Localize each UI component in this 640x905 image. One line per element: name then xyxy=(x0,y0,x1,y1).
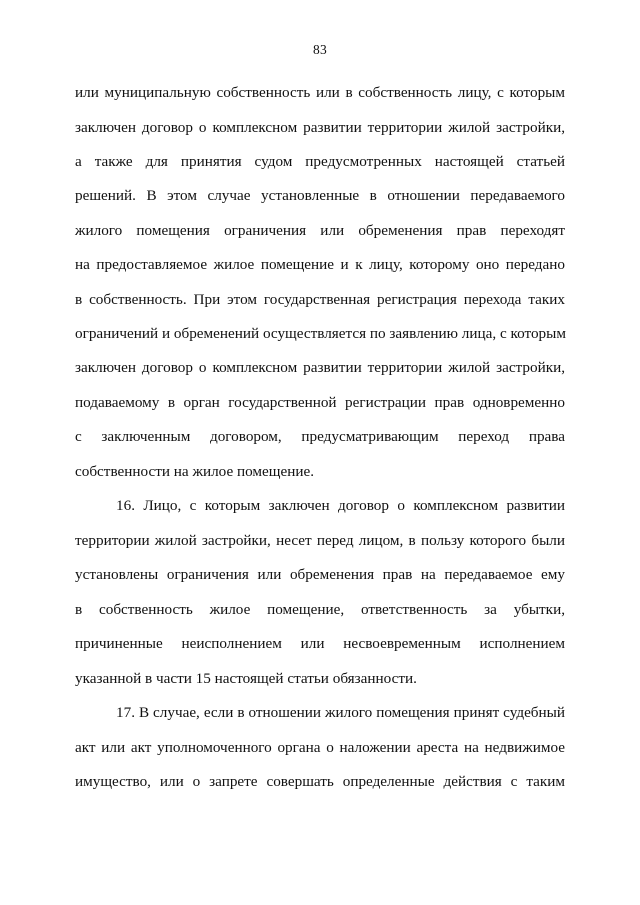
text-line: на предоставляемое жилое помещение и к лицу, которому оно передано xyxy=(75,256,565,273)
text-line: решений. В этом случае установленные в отношении передаваемого xyxy=(75,187,565,204)
text-line: заключен договор о комплексном развитии территории жилой застройки, xyxy=(75,119,565,136)
paragraph-first-line: 16. Лицо, с которым заключен договор о комплексном развитии xyxy=(116,497,565,514)
text-line: установлены ограничения или обременения прав на передаваемое ему xyxy=(75,566,565,583)
text-line: заключен договор о комплексном развитии территории жилой застройки, xyxy=(75,359,565,376)
paragraph-last-line: собственности на жилое помещение. xyxy=(75,463,314,480)
text-line: имущество, или о запрете совершать определенные действия с таким xyxy=(75,773,565,790)
text-line: территории жилой застройки, несет перед лицом, в пользу которого были xyxy=(75,532,565,549)
page-number: 83 xyxy=(312,42,328,57)
text-line: подаваемому в орган государственной регистрации прав одновременно xyxy=(75,394,565,411)
text-line: жилого помещения ограничения или обременения прав переходят xyxy=(75,222,565,239)
paragraph-last-line: указанной в части 15 настоящей статьи обязанности. xyxy=(75,670,417,687)
text-line: в собственность жилое помещение, ответственность за убытки, xyxy=(75,601,565,618)
text-line: в собственность. При этом государственная регистрация перехода таких xyxy=(75,291,565,308)
text-line: ограничений и обременений осуществляется по заявлению лица, с которым xyxy=(75,325,566,342)
paragraph-first-line: 17. В случае, если в отношении жилого помещения принят судебный xyxy=(116,704,565,721)
text-line: с заключенным договором, предусматривающим переход права xyxy=(75,428,565,445)
text-line: а также для принятия судом предусмотренных настоящей статьей xyxy=(75,153,565,170)
text-line: или муниципальную собственность или в собственность лицу, с которым xyxy=(75,84,565,101)
text-line: акт или акт уполномоченного органа о наложении ареста на недвижимое xyxy=(75,739,565,756)
text-line: причиненные неисполнением или несвоевременным исполнением xyxy=(75,635,565,652)
